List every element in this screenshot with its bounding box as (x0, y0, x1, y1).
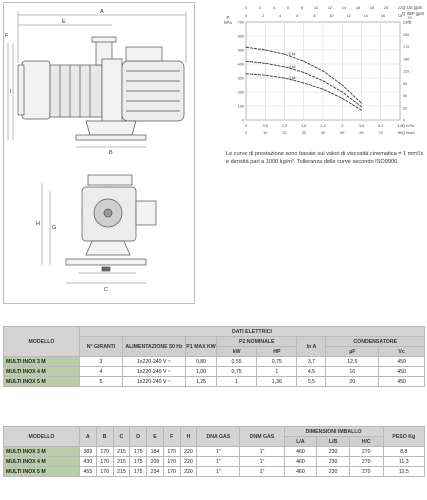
table-cell: 0,75 (217, 367, 257, 377)
col-e-header: E (147, 427, 164, 447)
col-b-header: B (96, 427, 113, 447)
table-cell: 5 (80, 377, 123, 387)
table-cell: 270 (349, 467, 383, 477)
table-cell: 1" (197, 447, 240, 457)
right-tick-label: 170 (403, 45, 410, 49)
right-unit-h: H (408, 15, 412, 20)
top-tick-imp-label: 6 (296, 14, 299, 18)
bottom-tick-lmin-label: 10 (263, 131, 268, 135)
top-tick-imp-label: 14 (363, 14, 368, 18)
table-cell: 234 (147, 467, 164, 477)
top-tick-imp-label: 4 (279, 14, 282, 18)
chart-point (246, 73, 247, 74)
bottom-tick-m3h-label: 4,2 (378, 124, 384, 128)
top-tick-us-label: 2 (258, 6, 262, 10)
table-cell: 209 (147, 457, 164, 467)
col-hp-header: HP (257, 347, 297, 357)
bottom-tick-m3h-label: 1,2 (281, 124, 288, 128)
chart-tick-labels (224, 5, 424, 135)
electrical-group-header: DATI ELETTRICI (80, 327, 425, 337)
table-cell: 230 (317, 457, 350, 467)
chart-point (323, 80, 324, 81)
table-row (4, 377, 425, 387)
chart-point (284, 66, 285, 67)
table-cell: 1" (197, 467, 240, 477)
left-tick-label: 300 (237, 76, 244, 81)
table-cell: 184 (147, 447, 164, 457)
bottom-tick-lmin-label: 30 (301, 131, 306, 135)
table-cell: 175 (130, 447, 147, 457)
col-model-header: MODELLO (4, 427, 80, 447)
table-cell: 170 (96, 467, 113, 477)
top-tick-us-label: 4 (272, 6, 276, 10)
top-tick-us-label: 14 (341, 6, 347, 10)
table-cell: 11,3 (383, 457, 424, 467)
right-tick-label: 140 (403, 57, 410, 62)
model-cell: MULTI INOX 3 M (4, 447, 80, 457)
table-cell: 170 (96, 447, 113, 457)
table-cell: 16 (326, 367, 379, 377)
top-tick-us-label: 20 (383, 6, 389, 10)
table-cell: 20 (326, 377, 379, 387)
table-cell: 12,5 (383, 467, 424, 477)
table-cell: 1,00 (186, 367, 217, 377)
chart-point (284, 54, 285, 55)
table-cell: 460 (284, 467, 317, 477)
bottom-unit-lmin: Q l/min (402, 130, 415, 135)
bottom-tick-lmin-label: 80 (397, 131, 403, 135)
dim-label-e: E (62, 19, 66, 25)
table-row (4, 357, 425, 367)
col-f-header: F (163, 427, 180, 447)
chart-point (265, 50, 266, 51)
col-uf-header: µF (326, 347, 379, 357)
left-tick-label: 200 (237, 90, 244, 95)
performance-chart (220, 2, 425, 147)
left-unit-kpa: kPa (224, 20, 232, 25)
table-cell: 1" (240, 457, 284, 467)
top-tick-us-label: 10 (313, 6, 319, 10)
top-tick-imp-label: 10 (329, 14, 334, 18)
table-cell: 230 (317, 467, 350, 477)
model-cell: MULTI INOX 5 M (4, 377, 80, 387)
left-tick-label: 400 (237, 62, 244, 67)
right-tick-label: 80 (403, 81, 408, 86)
col-cond-header: CONDENSATORE (326, 337, 425, 347)
chart-point (342, 92, 343, 93)
chart-point (284, 78, 285, 79)
col-p2-header: P2 NOMINALE (217, 337, 297, 347)
right-tick-label: 20 (403, 106, 408, 111)
table-cell: 220 (180, 447, 197, 457)
table-cell: 460 (284, 457, 317, 467)
right-tick-label: 200 (403, 32, 410, 37)
model-cell: MULTI INOX 3 M (4, 357, 80, 367)
chart-point (265, 63, 266, 64)
table-row (4, 457, 425, 467)
table-cell: 1 (257, 367, 297, 377)
col-peso-header: PESO Kg (383, 427, 424, 447)
right-tick-label: 0 (403, 118, 406, 123)
dim-label-f: F (5, 33, 9, 39)
table-cell: 215 (113, 447, 130, 457)
col-lb-header: L/B (317, 437, 350, 447)
left-tick-label: 600 (237, 34, 244, 39)
table-cell: 1,36 (257, 377, 297, 387)
top-tick-us-label: 22 (397, 6, 403, 10)
dim-label-g: G (52, 225, 57, 231)
table-cell: 450 (379, 357, 425, 367)
right-tick-label: 230 (403, 20, 410, 25)
table-row (4, 367, 425, 377)
top-tick-imp-label: 2 (262, 14, 265, 18)
right-tick-label: 110 (403, 69, 410, 74)
table-cell: 215 (113, 457, 130, 467)
table-cell: 430 (80, 457, 97, 467)
model-cell: MULTI INOX 4 M (4, 367, 80, 377)
table-cell: 12,5 (326, 357, 379, 367)
bottom-tick-m3h-label: 0,6 (262, 124, 268, 128)
bottom-tick-lmin-label: 0 (244, 131, 248, 135)
chart-point (265, 75, 266, 76)
dim-label-i: I (10, 89, 12, 95)
chart-point (342, 98, 343, 99)
top-axis-imp-label: Q IMP gpm (402, 11, 425, 16)
table-cell: 175 (130, 457, 147, 467)
dimensions-table (3, 426, 425, 477)
bottom-tick-lmin-label: 60 (359, 131, 364, 135)
col-h-header: H (180, 427, 197, 447)
col-vc-header: Vc (379, 347, 425, 357)
table-cell: 460 (284, 447, 317, 457)
table-cell: 450 (379, 367, 425, 377)
table-cell: 3 (80, 357, 123, 367)
table-cell: 175 (130, 467, 147, 477)
col-in-header: In A (297, 337, 326, 357)
bottom-tick-m3h-label: 1,8 (301, 124, 307, 128)
table-cell: 455 (80, 467, 97, 477)
table-cell: 1" (240, 467, 284, 477)
performance-note: Le curve di prestazione sono basate sui valori di viscosità cinematica = 1 mm²/s e densità pari a 1000 kg/m³. Tolleranza delle curve secondo ISO9906. (226, 151, 424, 165)
dim-label-h: H (36, 221, 40, 227)
left-tick-label: 700 (237, 20, 244, 25)
model-cell: MULTI INOX 5 M (4, 467, 80, 477)
series-label: 3 M (288, 75, 296, 81)
top-axis-us-label: Q US gpm (402, 5, 423, 10)
table-cell: 1 (217, 377, 257, 387)
series-label: 4 M (288, 64, 296, 70)
chart-point (361, 110, 362, 111)
chart-point (361, 106, 362, 107)
left-tick-label: 100 (237, 104, 244, 109)
bottom-tick-lmin-label: 20 (282, 131, 287, 135)
bottom-tick-m3h-label: 0 (244, 124, 248, 128)
col-alim-header: ALIMENTAZIONE 50 Hz (123, 337, 186, 357)
bottom-tick-lmin-label: 40 (320, 131, 326, 135)
pump-drawing-frame (3, 2, 195, 304)
chart-point (323, 89, 324, 90)
table-cell: 3,7 (297, 357, 326, 367)
col-c-header: C (113, 427, 130, 447)
left-tick-label: 500 (237, 48, 244, 53)
chart-point (246, 61, 247, 62)
table-cell: 270 (349, 447, 383, 457)
left-unit-p: P (226, 15, 230, 20)
top-tick-imp-label: 18 (397, 14, 403, 18)
chart-point (303, 61, 304, 62)
table-cell: 215 (113, 467, 130, 477)
bottom-tick-lmin-label: 70 (378, 131, 383, 135)
table-cell: 220 (180, 457, 197, 467)
table-cell: 170 (163, 467, 180, 477)
col-imballo-header: DIMENSIONI IMBALLO (284, 427, 383, 437)
top-tick-imp-label: 16 (380, 14, 386, 18)
table-cell: 450 (379, 377, 425, 387)
table-cell: 0,55 (217, 357, 257, 367)
table-row (4, 447, 425, 457)
table-cell: 0,80 (186, 357, 217, 367)
col-a-header: A (80, 427, 97, 447)
pump-technical-drawing (4, 3, 194, 303)
top-tick-us-label: 0 (244, 6, 248, 10)
bottom-tick-lmin-label: 50 (340, 131, 345, 135)
top-tick-imp-label: 12 (346, 14, 351, 18)
table-cell: 170 (163, 447, 180, 457)
col-model-header: MODELLO (4, 327, 80, 357)
table-cell: 1,25 (186, 377, 217, 387)
chart-point (361, 103, 362, 104)
col-dnm-header: DNM GAS (240, 427, 284, 447)
top-tick-imp-label: 8 (313, 14, 316, 18)
top-tick-imp-label: 0 (244, 14, 248, 18)
right-unit-ft: ft (408, 20, 412, 25)
table-cell: 5,5 (297, 377, 326, 387)
right-tick-label: 50 (403, 94, 408, 98)
table-cell: 4,5 (297, 367, 326, 377)
series-label: 5 M (288, 51, 296, 57)
table-cell: 0,75 (257, 357, 297, 367)
chart-point (246, 47, 247, 48)
table-cell: 8,8 (383, 447, 424, 457)
col-la-header: L/A (284, 437, 317, 447)
top-tick-us-label: 8 (300, 6, 304, 10)
table-cell: 1" (197, 457, 240, 467)
top-tick-us-label: 16 (355, 6, 361, 10)
table-cell: 220 (180, 467, 197, 477)
top-tick-us-label: 12 (327, 6, 333, 10)
chart-point (303, 72, 304, 73)
dim-label-a: A (100, 9, 104, 15)
table-cell: 1x220-240 V ~ (123, 367, 186, 377)
model-cell: MULTI INOX 4 M (4, 457, 80, 467)
col-dna-header: DNA GAS (197, 427, 240, 447)
top-tick-us-label: 6 (286, 6, 290, 10)
bottom-tick-m3h-label: 4,8 (397, 124, 403, 128)
electrical-data-table (3, 326, 425, 387)
bottom-tick-m3h-label: 2,4 (320, 124, 326, 128)
table-cell: 389 (80, 447, 97, 457)
col-hc-header: H/C (349, 437, 383, 447)
table-cell: 170 (96, 457, 113, 467)
dim-label-b: B (109, 150, 113, 156)
bottom-tick-m3h-label: 3 (341, 124, 344, 128)
performance-chart-svg (220, 2, 425, 147)
col-kw-header: kW (217, 347, 257, 357)
chart-point (323, 71, 324, 72)
bottom-tick-m3h-label: 3,6 (358, 124, 365, 128)
table-cell: 4 (80, 367, 123, 377)
col-p1-header: P1 MAX KW (186, 337, 217, 357)
table-cell: 1" (240, 447, 284, 457)
dim-label-c: C (104, 287, 108, 293)
col-giranti-header: N° GIRANTI (80, 337, 123, 357)
table-cell: 230 (317, 447, 350, 457)
table-cell: 270 (349, 457, 383, 467)
left-tick-label: 0 (241, 118, 244, 123)
table-row (4, 467, 425, 477)
col-d-header: D (130, 427, 147, 447)
table-cell: 170 (163, 457, 180, 467)
chart-point (342, 85, 343, 86)
top-tick-us-label: 18 (369, 6, 375, 10)
table-cell: 1x220-240 V ~ (123, 377, 186, 387)
bottom-unit-m3h: Q m³/h (402, 123, 415, 128)
table-cell: 1x220-240 V ~ (123, 357, 186, 367)
chart-point (303, 82, 304, 83)
